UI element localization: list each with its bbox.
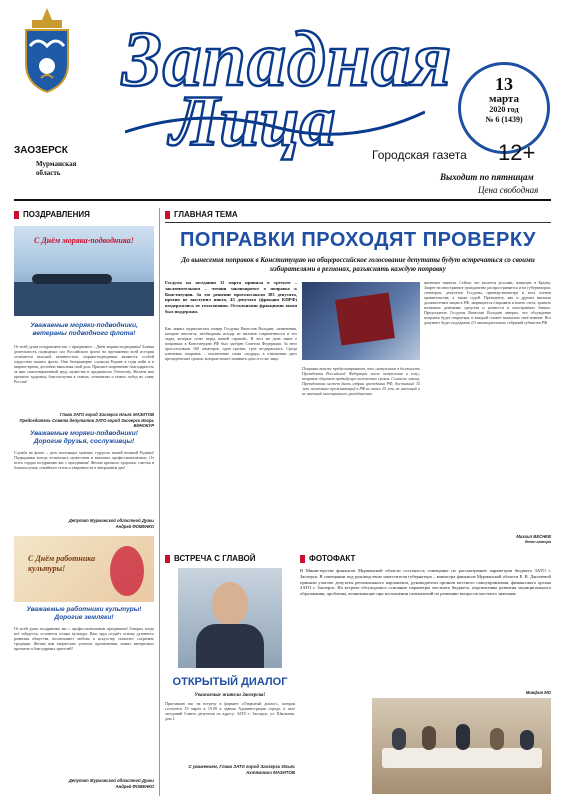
price: Цена свободная <box>478 185 539 195</box>
greeting-sign-1a: Глава ЗАТО город Заозерск Ильяс МАЗИТОВ <box>59 412 154 417</box>
coat-of-arms-icon <box>22 6 72 94</box>
mayor-portrait <box>178 568 282 668</box>
greeting-body-2: Служба на флоте – дело настоящих мужчин, гордость нашей великой Родины! Подводники всегда отличались мужеством и высоким профессионализмом. От всего сердца поздравляю вас с праздником! Желаю крепкого здоровья, счастья и благополучия, семейного тепла и уверенности в завтрашнем дне! <box>14 450 154 470</box>
city-paper-label: Городская газета <box>372 148 467 162</box>
section-header-photo: ФОТОФАКТ <box>300 554 355 563</box>
age-rating: 12+ <box>498 140 536 165</box>
wave-icon <box>125 102 425 142</box>
date-year: 2020 год <box>489 105 519 114</box>
photo-credit: Минфин МО <box>525 690 551 695</box>
meeting-headline: ОТКРЫТЫЙ ДИАЛОГ <box>172 676 288 688</box>
greeting-card-text-2: С Днём работника культуры! <box>28 554 96 573</box>
masthead-title-2: Лица <box>170 81 336 161</box>
greeting-headline-1: Уважаемые моряки-подводники, ветераны подводного флота! <box>30 322 138 337</box>
greeting-card-text: С Днём моряка-подводника! <box>34 236 134 245</box>
greeting-body-3: От всей души поздравляю вас с профессиональным праздником! Говорят, когда всё забудется, останется только культура. Ваш труд создаёт основу духовного развития общества, воспитывает любовь к искусству, помогает сохранять традиции. Желаю вам творческих успехов, вдохновения, новых интересных проектов и благодарных зрителей! <box>14 626 154 651</box>
main-rule <box>165 222 551 223</box>
main-photo-credit: Фото автора <box>524 540 551 544</box>
main-subhead: До вынесения поправок в Конституцию на общероссийское голосование депутаты будут встречаться со своими избирателями в регионах, разъяснять каждую поправку <box>181 256 535 273</box>
masthead-rule <box>14 199 551 201</box>
main-body-a: Как заявил журналистам спикер Госдумы Вячеслав Володин, «изменения, которые вносятся, необходимы исходя из вызовов современности и тех задач, которые стоят перед нашей страной». В этот же день закон о поправках в Конституцию РФ был одобрен Советом Федерации. За него проголосовали 160 сенаторов, один против, трое воздержались. Среди ключевых поправок – исключение слова «подряд» в отношении двух президентских сроков, которые может занимать одно и то же лицо. <box>165 326 297 361</box>
greeting-headline-3: Уважаемые работники культуры! Дорогие земляки! <box>26 606 142 621</box>
date-month: марта <box>489 93 519 105</box>
section-header-meeting: ВСТРЕЧА С ГЛАВОЙ <box>165 554 256 563</box>
meeting-body: Приглашаю вас на встречу в формате «Открытый диалог», которая состоится 19 марта в 19.00 в здании Администрации города, в зале заседаний Совета депутатов по адресу: ЗАТО г. Заозерск, ул. Школьная, дом 1. <box>165 701 295 721</box>
greeting-sign-3a: Депутат Мурманской областной Думы <box>68 778 154 783</box>
greeting-sign-2a: Депутат Мурманской областной Думы <box>68 518 154 523</box>
section-header-main: ГЛАВНАЯ ТЕМА <box>165 210 238 219</box>
masthead-title-1: Западная <box>122 15 453 102</box>
greeting-card-submariners <box>14 226 154 316</box>
schedule: Выходит по пятницам <box>440 172 534 182</box>
issue-number: № 6 (1439) <box>485 115 523 124</box>
meeting-photo <box>372 698 551 794</box>
greeting-body-1: От всей души поздравляем вас с праздником – Днём моряка-подводника! Боевая деятельность подводных сил Российского флота на протяжении всей истории отличается высокой активностью, моряки-подводники являются особой гордостью нашего флота. Они беспримерно служили Родине в годы войн и в мирное время, достойно выполняя свой долг. Примите искреннюю благодарность за ваш самоотверженный труд, мужество и преданность Отечеству. Желаем вам крепкого здоровья, благополучия в семьях, оптимизма и новых побед во славу России! <box>14 344 154 384</box>
main-lead: Госдума на заседании 11 марта приняла в третьем – заключительном – чтении законопроект о поправке к Конституции. За это решение проголосовали 383 депутата, против не выступил никто, 43 депутата (фракция КПРФ) воздержались от голосования. Остальными фракциями закон был поддержан. <box>165 280 297 314</box>
meeting-intro: Уважаемые жители Заозерска! <box>194 693 266 698</box>
constitution-photo <box>302 282 420 360</box>
main-body-b: Поправки также предусматривают, что «вступление в должность Президента Российской Федерации после вступления в силу» поправок обнуляет предыдущее количество сроков. Согласно закону, Президентом может быть избран гражданин РФ, достигший 35 лет, постоянно проживающий в РФ не менее 25 лет, не имеющий и не имевший иностранного гражданства. <box>302 366 420 396</box>
main-headline: ПОПРАВКИ ПРОХОДЯТ ПРОВЕРКУ <box>180 229 536 251</box>
region-name: Мурманская область <box>36 160 77 177</box>
main-body-c: ционным законом. Сейчас это касается россиян, живущих в Крыму. Запрет на иностранное гражданство распространяется и на губернаторов, сенаторов, депутатов Госдумы, премьер-министра и всех членов правительства, а также судей. Президенту, как и другим высшим должностным лицам в РФ, запрещается открывать и иметь счета, хранить наличные денежные средства и ценности в иностранных банках. Председатель Госдумы Вячеслав Володин заверил, что обсуждение поправок будет открытым, и каждый сможет высказать своё мнение. Все документ будет поддержан 2/3 законодательных собраний субъектов РФ. <box>424 280 551 325</box>
greeting-headline-2: Уважаемые моряки-подводники! Дорогие друзья, сослуживцы! <box>30 430 138 445</box>
greeting-sign-3b: Андрей ФОМЕНКО <box>115 784 154 789</box>
date-day: 13 <box>495 74 513 94</box>
photo-fact-body: В Министерстве финансов Мурманской области состоялось совещание по рассмотрению параметров бюджета ЗАТО г. Заозерск. В совещании под руководством заместителя губернатора – министра финансов Мурманской области Е. В. Дягилевой приняли участие депутаты регионального парламента, руководители органов местного самоуправления, финансового органа ЗАТО г. Заозерск. На встрече обсуждались основные параметры местного бюджета, перспективы развития муниципального образования, проблемы, возникающие при исполнении полномочий по решению вопросов местного значения. <box>300 568 551 597</box>
main-sign: Михаил ВЕСНЕВ <box>516 534 551 539</box>
column-divider <box>159 208 160 796</box>
greeting-card-culture <box>14 536 154 602</box>
city-name: ЗАОЗЕРСК <box>14 145 68 156</box>
greeting-sign-1b: Председатель Совета депутатов ЗАТО город Заозерск Игорь ВИНОКУР <box>19 418 154 428</box>
section-header-greetings: ПОЗДРАВЛЕНИЯ <box>14 210 90 219</box>
greeting-sign-2b: Андрей ФОМЕНКО <box>115 524 154 529</box>
meeting-sign: С уважением, Глава ЗАТО город Заозерск Ильяс Ахтямович МАЗИТОВ <box>188 764 295 775</box>
